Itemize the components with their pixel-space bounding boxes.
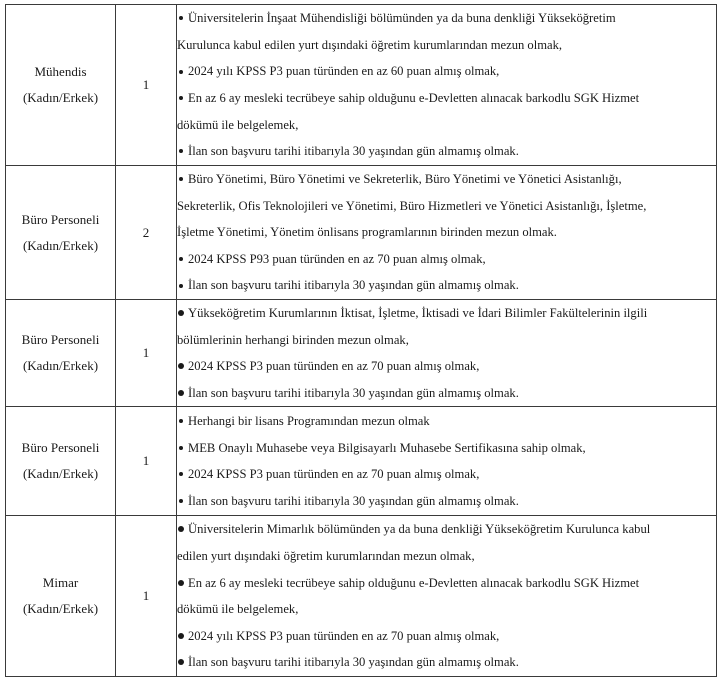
requirement-text: 2024 KPSS P3 puan türünden en az 70 puan almış olmak, <box>188 467 480 482</box>
bullet-icon <box>179 149 183 153</box>
bullet-icon <box>179 70 183 74</box>
requirement-text: İlan son başvuru tarihi itibarıyla 30 yaşından gün almamış olmak. <box>188 385 519 400</box>
requirement-line <box>177 85 716 112</box>
requirement-line <box>177 327 716 354</box>
requirement-line <box>177 300 716 327</box>
count-cell <box>116 300 177 407</box>
bullet-icon <box>179 284 183 288</box>
bullet-icon <box>178 580 184 586</box>
table-row <box>6 166 717 300</box>
bullet-icon <box>179 419 183 423</box>
position-cell <box>6 5 116 166</box>
requirement-text: En az 6 ay mesleki tecrübeye sahip olduğunu e-Devletten alınacak barkodlu SGK Hizmet <box>188 91 640 105</box>
requirement-line <box>177 380 716 407</box>
requirement-line <box>177 138 716 165</box>
position-count: 1 <box>142 588 150 604</box>
requirement-line <box>177 623 716 650</box>
position-count: 2 <box>142 224 150 240</box>
bullet-icon <box>178 390 184 396</box>
positions-table <box>5 4 717 677</box>
requirements-cell <box>177 300 717 407</box>
count-cell <box>116 166 177 300</box>
requirement-text: Yükseköğretim Kurumlarının İktisat, İşletme, İktisadi ve İdari Bilimler Fakültelerinin ilgili <box>188 306 648 320</box>
requirement-line <box>177 435 716 462</box>
count-cell <box>116 5 177 166</box>
position-cell <box>6 166 116 300</box>
bullet-icon <box>178 310 184 316</box>
requirement-text: Sekreterlik, Ofis Teknolojileri ve Yönetimi, Büro Hizmetleri ve Yönetici Asistanlığı, İşletme, <box>177 198 647 213</box>
requirement-text: İlan son başvuru tarihi itibarıyla 30 yaşından gün almamış olmak. <box>188 493 519 508</box>
positions-table-body <box>6 5 717 677</box>
requirement-text: Büro Yönetimi, Büro Yönetimi ve Sekreterlik, Büro Yönetimi ve Yönetici Asistanlığı, <box>188 172 622 187</box>
requirements-cell <box>177 407 717 516</box>
bullet-icon <box>179 446 183 450</box>
requirement-text: 2024 KPSS P3 puan türünden en az 70 puan almış olmak, <box>188 359 480 374</box>
requirement-line <box>177 112 716 139</box>
requirement-text: Üniversitelerin Mimarlık bölümünden ya da buna denkliği Yükseköğretim Kurulunca kabul <box>188 522 651 537</box>
count-cell <box>116 516 177 677</box>
requirement-line <box>177 193 716 220</box>
table-row <box>6 516 717 677</box>
requirement-text: İlan son başvuru tarihi itibarıyla 30 yaşından gün almamış olmak. <box>188 278 519 293</box>
requirement-text: Herhangi bir lisans Programından mezun olmak <box>188 414 430 429</box>
bullet-icon <box>179 16 183 20</box>
requirement-text: dökümü ile belgelemek, <box>177 602 299 617</box>
position-cell <box>6 516 116 677</box>
position-gender: (Kadın/Erkek) <box>22 90 99 105</box>
table-row <box>6 407 717 516</box>
requirement-text: dökümü ile belgelemek, <box>177 117 299 132</box>
requirement-text: Kurulunca kabul edilen yurt dışındaki öğretim kurumlarından mezun olmak, <box>177 37 563 52</box>
bullet-icon <box>179 472 183 476</box>
requirement-line <box>177 58 716 85</box>
requirements-cell <box>177 5 717 166</box>
position-count: 1 <box>142 345 150 361</box>
requirements-cell <box>177 166 717 300</box>
requirement-line <box>177 408 716 435</box>
position-cell <box>6 407 116 516</box>
requirement-line <box>177 5 716 32</box>
bullet-icon <box>178 526 184 532</box>
position-title: Büro Personeli <box>21 211 100 227</box>
bullet-icon <box>178 363 184 369</box>
requirement-line <box>177 596 716 623</box>
position-cell <box>6 300 116 407</box>
requirement-text: İşletme Yönetimi, Yönetim önlisans programlarının birinden mezun olmak. <box>177 225 557 240</box>
requirement-text: İlan son başvuru tarihi itibarıyla 30 yaşından gün almamış olmak. <box>188 144 519 159</box>
requirement-line <box>177 219 716 246</box>
requirement-text: MEB Onaylı Muhasebe veya Bilgisayarlı Muhasebe Sertifikasına sahip olmak, <box>188 440 586 455</box>
count-cell <box>116 407 177 516</box>
bullet-icon <box>178 659 184 665</box>
table-row <box>6 5 717 166</box>
position-title: Mühendis <box>34 64 87 79</box>
position-count: 1 <box>142 453 150 469</box>
requirement-line <box>177 461 716 488</box>
requirement-line <box>177 32 716 59</box>
bullet-icon <box>178 633 184 639</box>
bullet-icon <box>179 257 183 261</box>
requirement-text: Üniversitelerin İnşaat Mühendisliği bölümünden ya da buna denkliği Yükseköğretim <box>188 11 616 26</box>
requirement-line <box>177 353 716 380</box>
bullet-icon <box>179 177 183 181</box>
requirements-cell <box>177 516 717 677</box>
position-title: Büro Personeli <box>21 332 100 348</box>
requirement-line <box>177 516 716 543</box>
position-gender: (Kadın/Erkek) <box>22 466 99 482</box>
position-gender: (Kadın/Erkek) <box>22 601 99 617</box>
requirement-text: 2024 yılı KPSS P3 puan türünden en az 70 puan almış olmak, <box>188 628 500 643</box>
requirement-text: 2024 KPSS P93 puan türünden en az 70 puan almış olmak, <box>188 251 486 266</box>
bullet-icon <box>179 96 183 100</box>
table-row <box>6 300 717 407</box>
position-gender: (Kadın/Erkek) <box>22 237 99 253</box>
requirement-text: İlan son başvuru tarihi itibarıyla 30 yaşından gün almamış olmak. <box>188 655 519 670</box>
requirement-text: En az 6 ay mesleki tecrübeye sahip olduğunu e-Devletten alınacak barkodlu SGK Hizmet <box>188 575 640 590</box>
requirement-line <box>177 272 716 299</box>
requirement-line <box>177 570 716 597</box>
requirement-line <box>177 246 716 273</box>
position-title: Büro Personeli <box>21 440 100 456</box>
requirement-text: 2024 yılı KPSS P3 puan türünden en az 60 puan almış olmak, <box>188 64 500 79</box>
requirement-line <box>177 488 716 515</box>
position-gender: (Kadın/Erkek) <box>22 358 99 374</box>
requirement-line <box>177 543 716 570</box>
position-title: Mimar <box>42 575 79 591</box>
requirement-text: edilen yurt dışındaki öğretim kurumlarından mezun olmak, <box>177 548 475 563</box>
requirement-text: bölümlerinin herhangi birinden mezun olmak, <box>177 332 409 347</box>
bullet-icon <box>179 499 183 503</box>
requirement-line <box>177 649 716 676</box>
requirement-line <box>177 166 716 193</box>
position-count: 1 <box>142 77 150 92</box>
